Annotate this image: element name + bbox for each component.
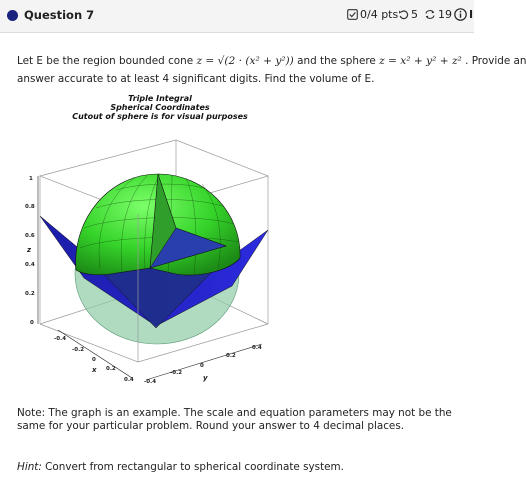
problem-statement	[17, 52, 526, 88]
z-tick: 1	[29, 176, 33, 182]
hint-body: Convert from rectangular to spherical coordinate system.	[41, 461, 344, 473]
retries-count: 5	[411, 8, 418, 21]
z-tick: 0.6	[25, 233, 35, 239]
y-tick: -0.4	[144, 379, 157, 385]
plot-title-line2: Spherical Coordinates	[110, 103, 210, 112]
z-tick: 0.2	[25, 291, 35, 297]
attempts-indicator	[424, 8, 452, 21]
y-axis	[144, 344, 262, 385]
plot-title-line3: Cutout of sphere is for visual purposes	[72, 112, 248, 121]
question-title: Question 7	[24, 8, 95, 22]
checkbox-icon	[347, 9, 358, 20]
hint-text	[17, 461, 344, 473]
z-tick: 0	[30, 320, 34, 326]
z-tick: 0.8	[25, 204, 35, 210]
cone-equation: z = √(2 · (x² + y²))	[196, 55, 294, 67]
problem-intro: Let E be the region bounded cone	[17, 55, 194, 67]
x-tick: 0.2	[106, 366, 116, 372]
z-axis-label: z	[27, 246, 32, 254]
x-tick: -0.4	[54, 336, 67, 342]
z-axis	[25, 176, 38, 326]
sphere-equation: z = x² + y² + z²	[379, 55, 462, 67]
sphere-cone-plot	[0, 118, 290, 390]
problem-line2: answer accurate to at least 4 significant digits. Find the volume of E.	[17, 73, 375, 85]
points-label: 0/4 pts	[360, 8, 399, 21]
z-tick: 0.4	[25, 262, 35, 268]
x-axis-label: x	[92, 366, 97, 374]
y-tick: 0.2	[226, 353, 236, 359]
plot-title	[60, 94, 260, 121]
x-tick: 0.4	[124, 377, 134, 383]
problem-middle: and the sphere	[297, 55, 376, 67]
question-status-dot	[7, 10, 18, 21]
info-button[interactable]	[454, 8, 473, 21]
question-header	[0, 0, 474, 33]
problem-tail: . Provide an	[465, 55, 526, 67]
x-axis	[54, 330, 134, 383]
hint-label: Hint:	[17, 461, 42, 473]
y-tick: 0.4	[252, 345, 262, 351]
info-icon	[454, 8, 467, 21]
info-trailing-mark: I	[469, 8, 474, 21]
plot-title-line1: Triple Integral	[128, 94, 192, 103]
y-tick: -0.2	[170, 370, 183, 376]
x-tick: -0.2	[72, 347, 85, 353]
x-tick: 0	[92, 357, 96, 363]
cycle-icon	[424, 9, 436, 20]
undo-icon	[398, 9, 409, 20]
graph-note: Note: The graph is an example. The scale and equation parameters may not be the same for your particular problem. Round your answer to 4 decimal places.	[17, 407, 452, 432]
points-indicator	[347, 8, 398, 21]
y-axis-label: y	[203, 374, 208, 382]
retry-button[interactable]	[398, 8, 418, 21]
y-tick: 0	[200, 363, 204, 369]
attempts-count: 19	[438, 8, 452, 21]
